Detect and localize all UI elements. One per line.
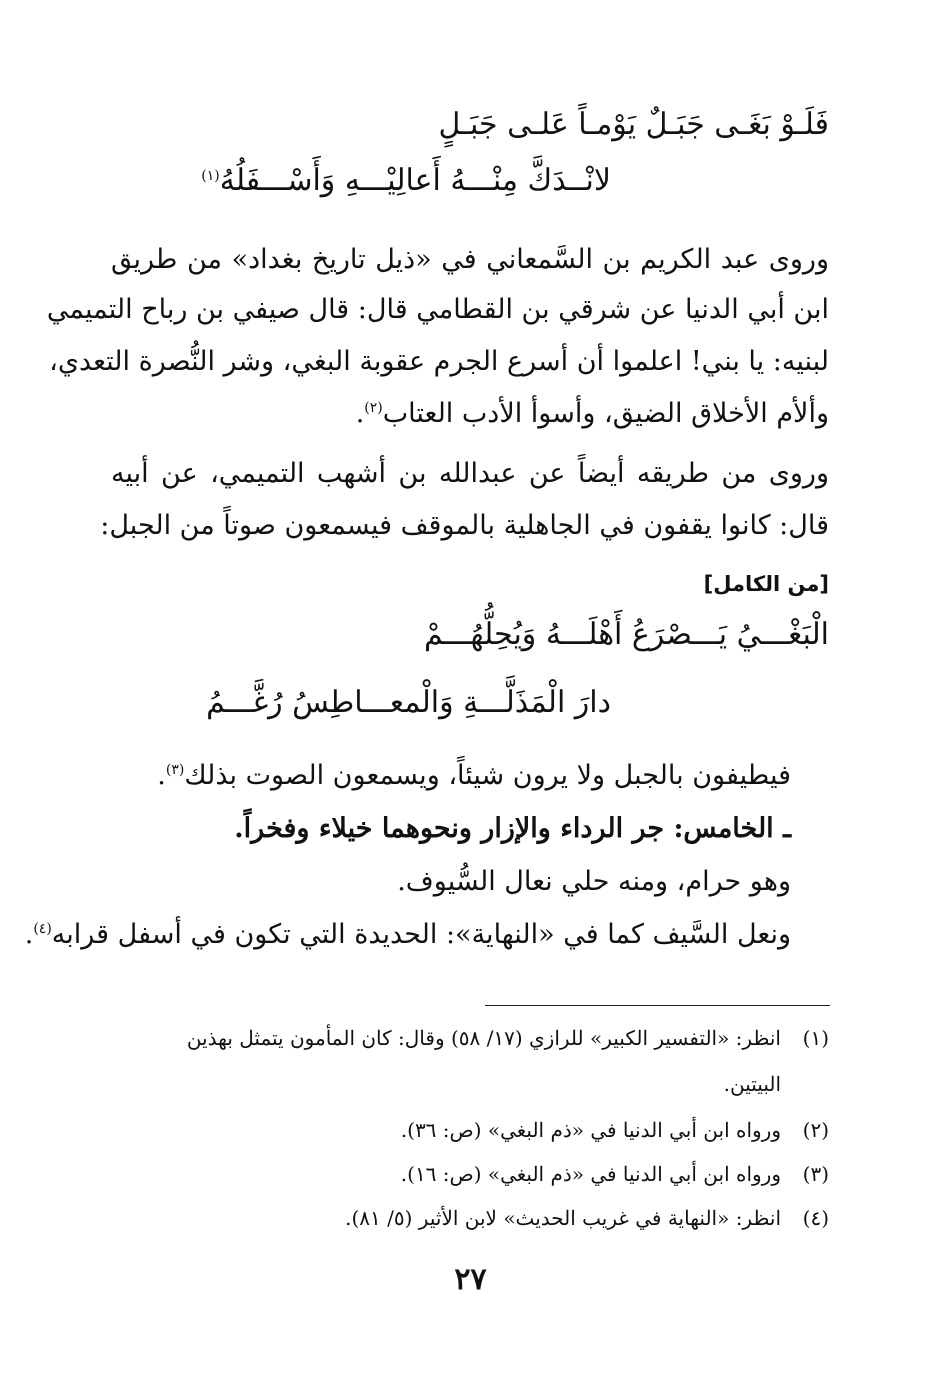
para3-line1-end: . (157, 760, 166, 791)
para2-line1: وروى من طريقه أيضاً عن عبدالله بن أشهب التميمي، عن أبيه (111, 458, 829, 489)
footnote-1-text: انظر: «التفسير الكبير» للرازي (١٧/ ٥٨) وقال: كان المأمون يتمثل بهذين (186, 1026, 781, 1050)
footnote-4-text: انظر: «النهاية في غريب الحديث» لابن الأثير (٥/ ٨١). (345, 1206, 781, 1230)
para3-heading: ـ الخامس: جر الرداء والإزار ونحوهما خيلاء وفخراً. (234, 813, 791, 844)
footnote-separator (485, 1005, 830, 1006)
poem2-line2: دارَ الْمَذَلَّـــةِ وَالْمعـــاطِسُ رُغَّـــمُ (206, 685, 611, 720)
poem1-line1: فَلَـوْ بَغَـى جَبَـلٌ يَوْمـاً عَلـى جَبَـلٍ (438, 107, 829, 142)
para3-line4-end: . (24, 919, 34, 950)
meter-label: [من الكامل] (703, 572, 829, 596)
footnote-2-text: ورواه ابن أبي الدنيا في «ذم البغي» (ص: ٣٦). (400, 1118, 781, 1142)
footnote-2-number: (٢) (802, 1118, 829, 1142)
footnote-3-text: ورواه ابن أبي الدنيا في «ذم البغي» (ص: ١٦). (400, 1162, 781, 1186)
footnote-ref-4[interactable]: (٤) (33, 921, 52, 937)
page-number: ٢٧ (454, 1262, 487, 1297)
footnote-3-number: (٣) (802, 1162, 829, 1186)
footnote-3 (401, 1164, 829, 1184)
para3-line3: وهو حرام، ومنه حلي نعال السُّيوف. (397, 866, 791, 897)
footnote-1-number: (١) (802, 1026, 829, 1050)
footnote-2 (401, 1120, 829, 1140)
para1-line2: ابن أبي الدنيا عن شرقي بن القطامي قال: قال صيفي بن رباح التميمي (46, 294, 829, 325)
poem2-line1: الْبَغْـــيُ يَـــصْرَعُ أَهْلَـــهُ وَيُحِلُّهُـــمْ (424, 617, 829, 652)
footnote-4-number: (٤) (802, 1206, 829, 1230)
para1-line4 (111, 400, 829, 427)
para1-line4-text: وألأم الأخلاق الضيق، وأسوأ الأدب العتاب (382, 398, 829, 429)
footnote-1 (187, 1028, 829, 1048)
para3-line4-text: ونعل السَّيف كما في «النهاية»: الحديدة التي تكون في أسفل قرابه (51, 919, 791, 950)
para2-line2: قال: كانوا يقفون في الجاهلية بالموقف فيسمعون صوتاً من الجبل: (100, 510, 829, 541)
poem1-line2-text: لانْــدَكَّ مِنْـــهُ أَعالِيْـــهِ وَأَسْـــفَلُهُ (219, 163, 611, 198)
footnote-1-continuation: البيتين. (723, 1072, 781, 1096)
para1-line4-end: . (355, 398, 365, 429)
footnote-ref-2[interactable]: (٢) (364, 400, 383, 416)
para1-line3: لبنيه: يا بني! اعلموا أن أسرع الجرم عقوبة البغي، وشر النُّصرة التعدي، (49, 346, 829, 377)
footnote-4 (345, 1208, 829, 1228)
para1-line1: وروى عبد الكريم بن السَّمعاني في «ذيل تاريخ بغداد» من طريق (111, 244, 829, 275)
para3-line1-text: فيطيفون بالجبل ولا يرون شيئاً، ويسمعون الصوت بذلك (184, 760, 791, 791)
poem1-line2 (201, 163, 611, 198)
footnote-ref-3[interactable]: (٣) (165, 762, 185, 778)
footnote-ref-1[interactable]: (١) (201, 168, 220, 184)
para3-line1 (111, 762, 791, 789)
para3-line4 (24, 919, 791, 950)
